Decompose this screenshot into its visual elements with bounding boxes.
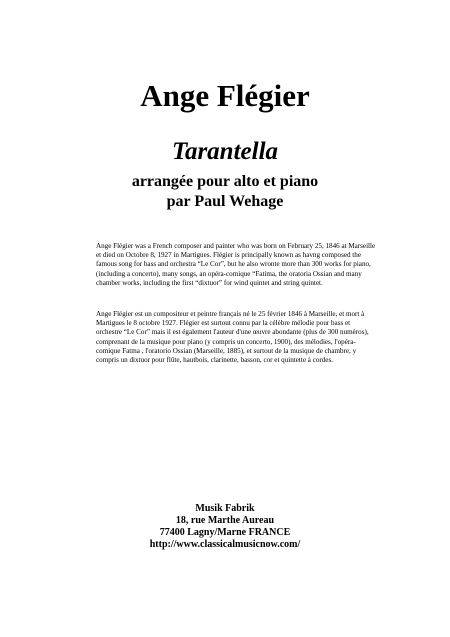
arranger-line: par Paul Wehage [166,193,284,210]
publisher-url[interactable]: http://www.classicalmusicnow.com/ [149,539,301,550]
english-biography: Ange Flégier was a French composer and painter who was born on February 25, 1846 at Marseille et died on Octobre 8, 1927 in Martigues. Flégier is principally known as havng composed the famous song for bass and orchestra “Le Cor”, but he also wronte more than 300 works for piano, (including a concerto), many songs, an opéra-comique “Fatima, the oratoria Ossian and many chamber works, including the first “dixtuor” for wind quintet and string quintet. [96,242,376,287]
arrangement-line: arrangée pour alto et piano [131,173,319,190]
composer-name: Ange Flégier [140,78,310,113]
french-biography: Ange Flégier est un compositeur et peintre français né le 25 février 1846 à Marseille, et mort à Martigues le 8 octobre 1927. Flégier est surtout connu par la célèbre mélodie pour bass et orchestre “Le Cor” mais il est également l'auteur d'une œuvre abondante (plus de 300 numéros), comprenant de la musique pour piano (y compris un concerto, 1900), des mélodies, l'opéra-comique Fatma , l'oratorio Ossian (Marseille, 1885), et surtout de la musique de chambre, y compris un dixtuor pour flûte, hautbois, clarinette, basson, cor et quintette à cordes. [96,310,369,365]
publisher-street: 18, rue Marthe Aureau [175,515,275,526]
work-title: Tarantella [171,138,279,165]
publisher-city: 77400 Lagny/Marne FRANCE [159,527,291,538]
publisher-name: Musik Fabrik [195,503,255,514]
